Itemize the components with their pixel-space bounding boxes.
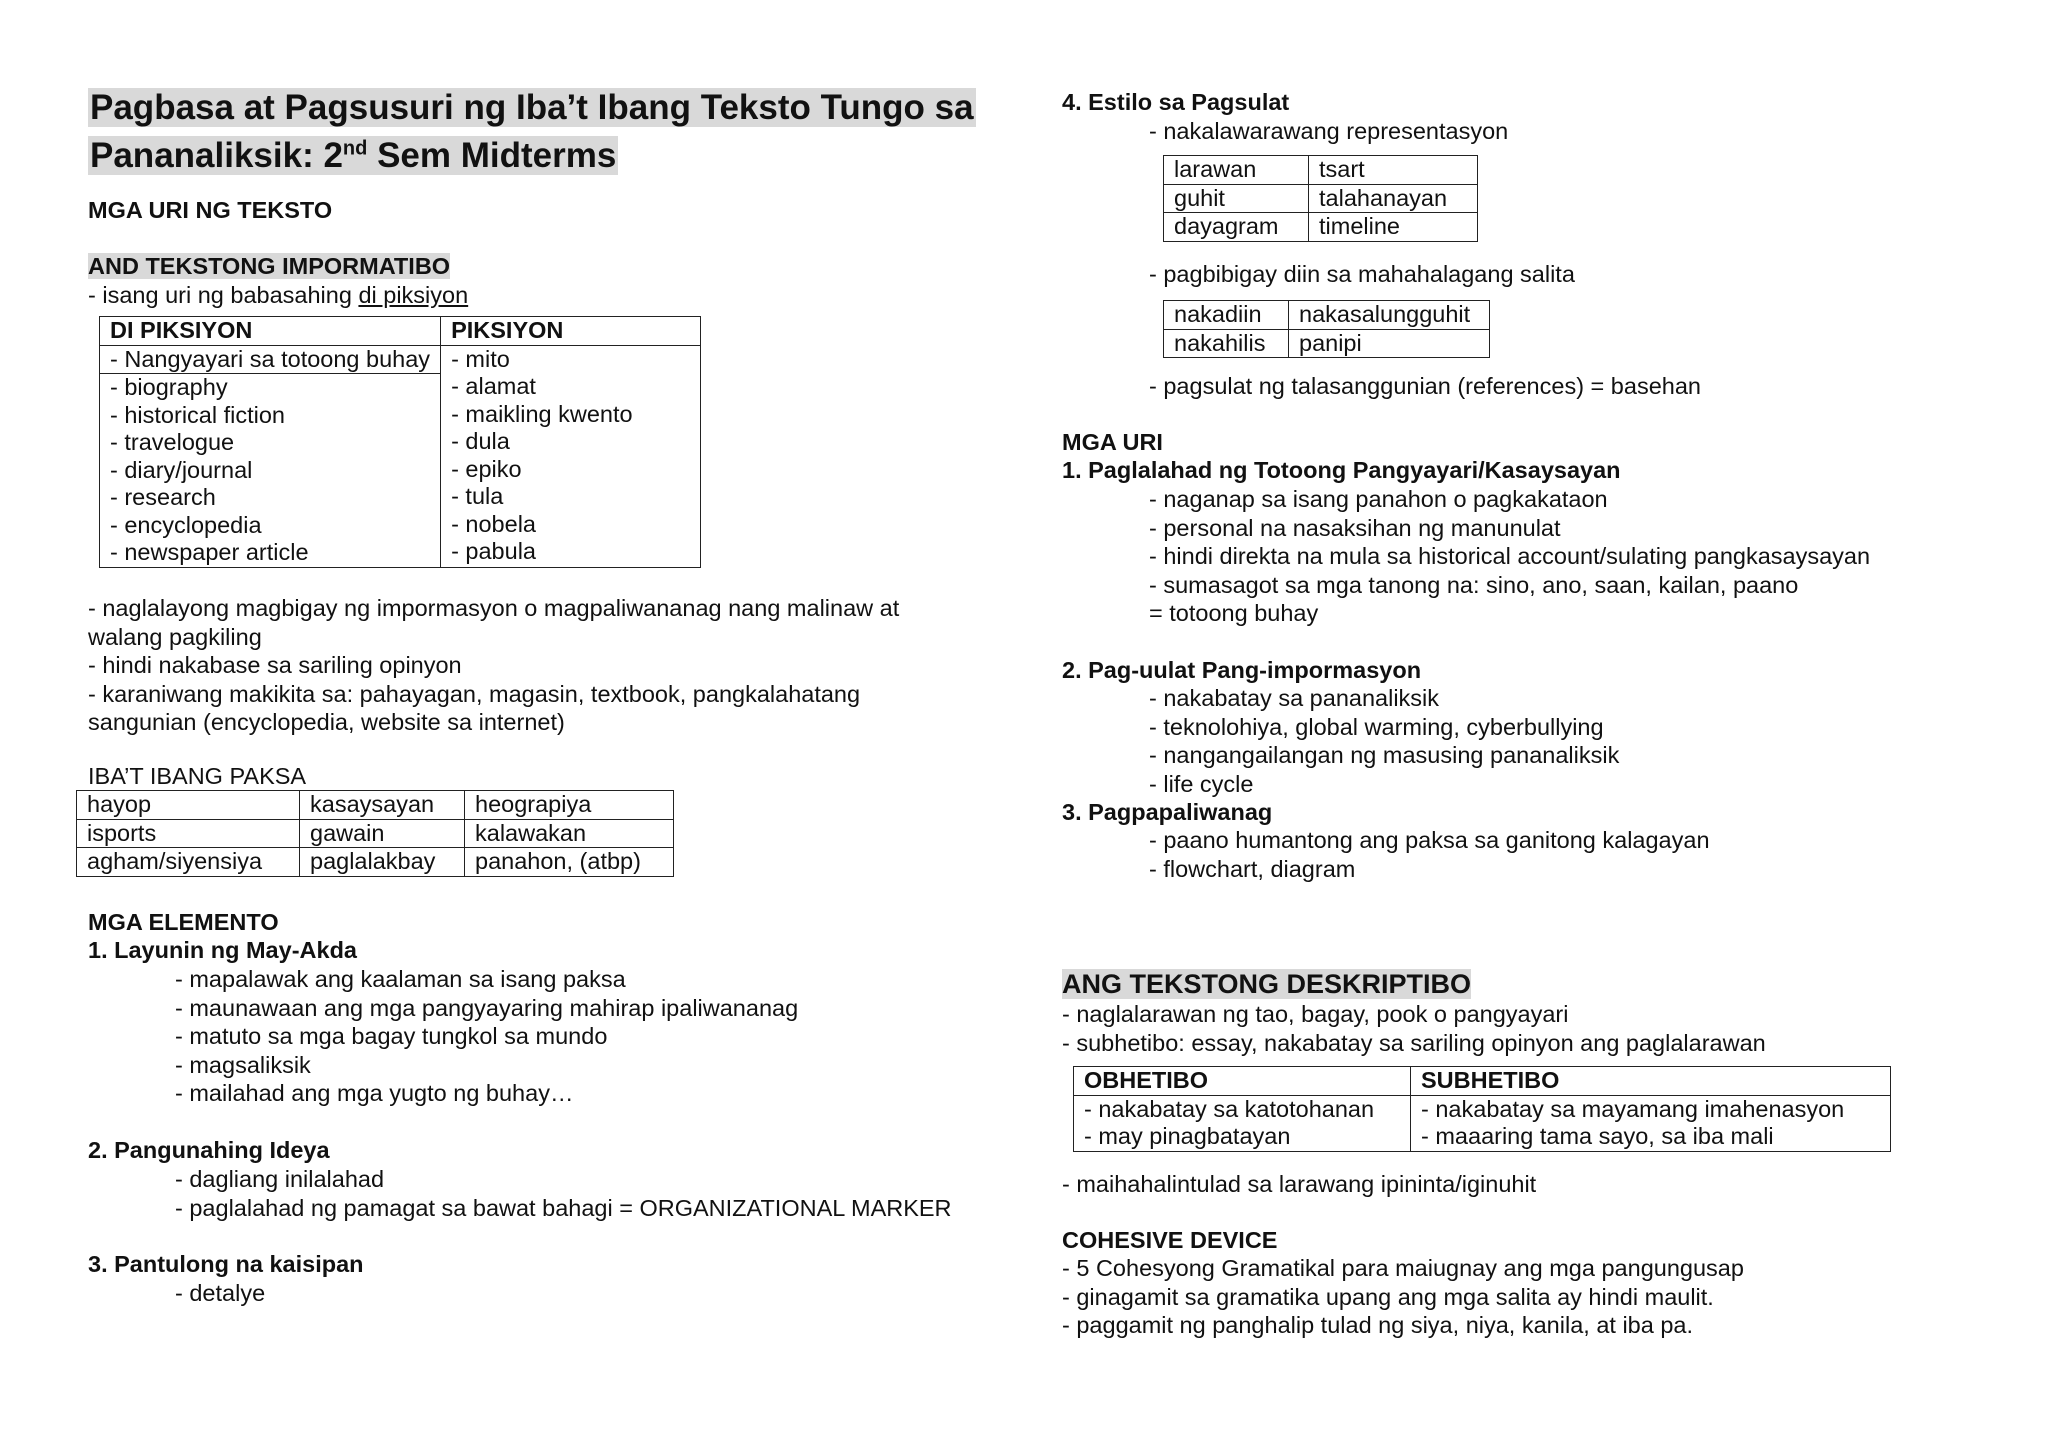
- uri1-heading: 1. Paglalahad ng Totoong Pangyayari/Kasaysayan: [1062, 457, 1621, 483]
- page-title: [88, 88, 976, 176]
- table-row: agham/siyensiya paglalakbay panahon, (atbp): [77, 848, 674, 877]
- di-piksiyon-header: DI PIKSIYON: [100, 317, 441, 346]
- el1-list: - mapalawak ang kaalaman sa isang paksa - maunawaan ang mga pangyayaring mahirap ipaliwananag - matuto sa mga bagay tungkol sa mundo - magsaliksik - mailahad ang mga yugto ng buhay…: [175, 966, 799, 1106]
- uri1-list: - naganap sa isang panahon o pagkakataon - personal na nasaksihan ng manunulat - hindi direkta na mula sa historical account/sulating pangkasaysayan - sumasagot sa mga tanong na: sino, ano, saan, kailan, paano = totoong buhay: [1149, 486, 1871, 626]
- el2-list: - dagliang inilalahad - paglalahad ng pamagat sa bawat bahagi = ORGANIZATIONAL MARKER: [175, 1166, 952, 1221]
- table-row: dayagram timeline: [1164, 213, 1478, 242]
- el2-heading: 2. Pangunahing Ideya: [88, 1137, 330, 1163]
- uri3-heading: 3. Pagpapaliwanag: [1062, 799, 1273, 825]
- estilo-table-1: [1163, 155, 1478, 242]
- piksiyon-cell: - mito - alamat - maikling kwento - dula - epiko - tula - nobela - pabula: [441, 345, 701, 567]
- di-piksiyon-first: - Nangyayari sa totoong buhay: [100, 346, 440, 375]
- piksiyon-table: [99, 316, 701, 568]
- table-row: guhit talahanayan: [1164, 184, 1478, 213]
- cohesive-heading: COHESIVE DEVICE: [1062, 1227, 1278, 1253]
- elemento-heading: MGA ELEMENTO: [88, 909, 279, 935]
- piksiyon-header: PIKSIYON: [441, 317, 701, 346]
- paksa-heading: IBA’T IBANG PAKSA: [88, 763, 307, 789]
- obhetibo-table: [1073, 1066, 1891, 1152]
- el3-list: - detalye: [175, 1280, 266, 1306]
- table-row: - nakabatay sa katotohanan - nakabatay sa mayamang imahenasyon: [1074, 1095, 1891, 1123]
- deskriptibo-list: - naglalarawan ng tao, bagay, pook o pangyayari - subhetibo: essay, nakabatay sa sariling opinyon ang paglalarawan: [1062, 1001, 1766, 1056]
- el1-heading: 1. Layunin ng May-Akda: [88, 937, 357, 963]
- estilo-item-2: - pagbibigay diin sa mahahalagang salita: [1149, 261, 1575, 287]
- di-piksiyon-list: - biography - historical fiction - travelogue - diary/journal - research - encyclopedia - newspaper article: [110, 374, 309, 565]
- table-row: nakahilis panipi: [1164, 329, 1490, 358]
- mga-uri-heading: MGA URI NG TEKSTO: [88, 197, 333, 223]
- table-row: nakadiin nakasalungguhit: [1164, 301, 1490, 330]
- uri3-list: - paano humantong ang paksa sa ganitong kalagayan - flowchart, diagram: [1149, 827, 1710, 882]
- deskriptibo-after: - maihahalintulad sa larawang ipininta/iginuhit: [1062, 1171, 1537, 1197]
- table-row: isports gawain kalawakan: [77, 819, 674, 848]
- el3-heading: 3. Pantulong na kaisipan: [88, 1251, 364, 1277]
- informatibo-definition: - isang uri ng babasahing di piksiyon: [88, 282, 469, 308]
- mga-uri-heading-right: MGA URI: [1062, 429, 1163, 455]
- informatibo-notes: - naglalayong magbigay ng impormasyon o magpaliwananag nang malinaw at walang pagkiling - hindi nakabase sa sariling opinyon - karaniwang makikita sa: pahayagan, magasin, textbook, pangkalahatang sangunian (encyclopedia, website sa internet): [88, 595, 900, 735]
- paksa-table: [76, 790, 674, 877]
- title-line1: Pagbasa at Pagsusuri ng Iba’t Ibang Teksto Tungo sa: [90, 88, 974, 127]
- uri2-heading: 2. Pag-uulat Pang-impormasyon: [1062, 657, 1422, 683]
- table-row: larawan tsart: [1164, 156, 1478, 185]
- table-row: - may pinagbatayan - maaaring tama sayo, sa iba mali: [1074, 1123, 1891, 1151]
- table-row: OBHETIBO SUBHETIBO: [1074, 1067, 1891, 1096]
- estilo-item-3: - pagsulat ng talasanggunian (references) = basehan: [1149, 373, 1701, 399]
- deskriptibo-heading: ANG TEKSTONG DESKRIPTIBO: [1062, 969, 1472, 999]
- table-row: hayop kasaysayan heograpiya: [77, 791, 674, 820]
- estilo-heading: 4. Estilo sa Pagsulat: [1062, 89, 1290, 115]
- informatibo-heading: AND TEKSTONG IMPORMATIBO: [88, 253, 451, 279]
- di-piksiyon-cell: [100, 345, 441, 567]
- cohesive-list: - 5 Cohesyong Gramatikal para maiugnay ang mga pangungusap - ginagamit sa gramatika upang ang mga salita ay hindi maulit. - paggamit ng panghalip tulad ng siya, niya, kanila, at iba pa.: [1062, 1255, 1744, 1338]
- estilo-item-1: - nakalawarawang representasyon: [1149, 118, 1509, 144]
- title-line2: Pananaliksik: 2nd Sem Midterms: [90, 135, 617, 175]
- uri2-list: - nakabatay sa pananaliksik - teknolohiya, global warming, cyberbullying - nangangailangan ng masusing pananaliksik - life cycle: [1149, 685, 1620, 797]
- estilo-table-2: [1163, 300, 1490, 358]
